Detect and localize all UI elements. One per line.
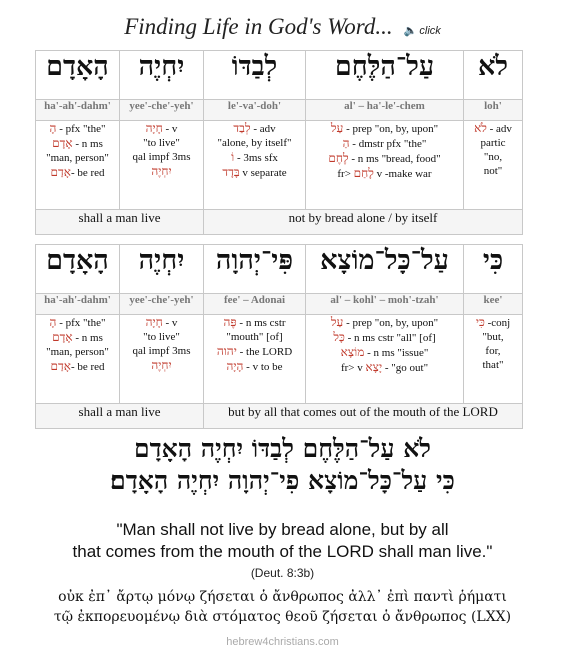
english-gloss: shall a man live bbox=[36, 210, 204, 235]
hebrew-word: הָאָדָם bbox=[36, 245, 120, 294]
grammar-notes bbox=[464, 121, 523, 210]
hebrew-term: לֶחֶם bbox=[328, 151, 349, 165]
grammar-line: כִּי -conj bbox=[475, 315, 511, 329]
hebrew-term: חָיָה bbox=[145, 121, 163, 135]
grammar-line: fr> v יָצָא - "go out" bbox=[340, 360, 429, 374]
transliteration-row bbox=[36, 294, 523, 315]
audio-label: click bbox=[419, 25, 441, 37]
translation-line: that comes from the mouth of the LORD shall man live." bbox=[72, 542, 493, 561]
hebrew-row bbox=[36, 51, 523, 100]
grammar-line: "to live" bbox=[143, 331, 180, 343]
hebrew-term: אָדַם bbox=[50, 165, 71, 179]
grammar-notes bbox=[36, 121, 120, 210]
transliteration: yee'-che'-yeh' bbox=[120, 294, 204, 315]
page-title: Finding Life in God's Word... bbox=[124, 14, 393, 39]
grammar-line: qal impf 3ms bbox=[132, 345, 191, 357]
grammar-line: partic bbox=[480, 137, 506, 149]
grammar-line: for, bbox=[485, 345, 501, 357]
grammar-line: אָדָם - n ms bbox=[52, 330, 103, 344]
grammar-line: qal impf 3ms bbox=[132, 151, 191, 163]
grammar-line: "man, person" bbox=[46, 152, 109, 164]
transliteration: loh' bbox=[464, 100, 523, 121]
transliteration: al' – ha'-le'-chem bbox=[306, 100, 464, 121]
hebrew-verse-line: כִּי עַל־כָּל־מוֹצָא פִי־יְהוָה יִחְיֶה הָאָדָם׃ bbox=[110, 466, 455, 495]
grammar-line: הָ - pfx "the" bbox=[49, 121, 106, 135]
hebrew-term: וֹ bbox=[231, 150, 235, 164]
hebrew-word: יִחְיֶה bbox=[120, 245, 204, 294]
grammar-line: אָדָם - n ms bbox=[52, 136, 103, 150]
transliteration: al' – kohl' – moh'-tzah' bbox=[306, 294, 464, 315]
hebrew-term: כָּל bbox=[333, 330, 345, 344]
hebrew-row bbox=[36, 245, 523, 294]
hebrew-term: הָ bbox=[49, 121, 57, 135]
grammar-row bbox=[36, 121, 523, 210]
grammar-line: that" bbox=[482, 359, 504, 371]
grammar-line: הָיָה - v to be bbox=[226, 359, 283, 373]
transliteration: le'-va'-doh' bbox=[204, 100, 306, 121]
grammar-line: "mouth" [of] bbox=[226, 331, 283, 343]
hebrew-word: כִּי bbox=[464, 245, 523, 294]
grammar-line bbox=[120, 358, 203, 373]
word-table-2 bbox=[35, 244, 523, 429]
grammar-line: הָ - pfx "the" bbox=[49, 315, 106, 329]
grammar-line: הַ - dmstr pfx "the" bbox=[342, 136, 427, 150]
grammar-line: פֶּה - n ms cstr bbox=[223, 315, 286, 329]
english-gloss: shall a man live bbox=[36, 404, 204, 429]
grammar-line: "man, person" bbox=[46, 346, 109, 358]
grammar-line: fr> לָחַם v -make war bbox=[337, 166, 432, 180]
greek-septuagint bbox=[0, 587, 565, 627]
verse-reference: (Deut. 8:3b) bbox=[250, 566, 315, 580]
hebrew-word: עַל־הַלֶּחֶם bbox=[306, 51, 464, 100]
grammar-notes bbox=[120, 121, 204, 210]
audio-play-link[interactable] bbox=[404, 25, 441, 37]
word-table-1 bbox=[35, 50, 523, 235]
grammar-line: לֹא - adv bbox=[474, 121, 512, 135]
grammar-line: "no, bbox=[483, 151, 503, 163]
hebrew-term: הָ bbox=[49, 315, 57, 329]
transliteration: yee'-che'-yeh' bbox=[120, 100, 204, 121]
grammar-line: עַל - prep "on, by, upon" bbox=[330, 315, 439, 329]
grammar-row bbox=[36, 315, 523, 404]
hebrew-term: יִחְיֶה bbox=[151, 164, 172, 178]
english-gloss: but by all that comes out of the mouth of the LORD bbox=[204, 404, 523, 429]
grammar-line: מוֹצָא - n ms "issue" bbox=[340, 345, 429, 359]
hebrew-term: בָּדָד bbox=[222, 165, 240, 179]
grammar-line: "alone, by itself" bbox=[217, 137, 292, 149]
hebrew-word: יִחְיֶה bbox=[120, 51, 204, 100]
english-gloss: not by bread alone / by itself bbox=[204, 210, 523, 235]
grammar-notes bbox=[306, 121, 464, 210]
hebrew-term: אָדָם bbox=[52, 330, 73, 344]
english-row bbox=[36, 404, 523, 429]
grammar-notes bbox=[464, 315, 523, 404]
hebrew-verse-line: לֹא עַל־הַלֶּחֶם לְבַדּוֹ יִחְיֶה הָאָדָם bbox=[134, 434, 431, 463]
hebrew-term: מוֹצָא bbox=[340, 345, 365, 359]
grammar-line: וֹ - 3ms sfx bbox=[231, 150, 278, 164]
hebrew-term: חָיָה bbox=[145, 315, 163, 329]
grammar-line: not" bbox=[483, 165, 503, 177]
grammar-notes bbox=[36, 315, 120, 404]
grammar-line: "to live" bbox=[143, 137, 180, 149]
grammar-line bbox=[120, 164, 203, 179]
greek-line: τῷ ἐκπορευομένῳ διὰ στόματος θεοῦ ζήσεται ὁ ἄνθρωπος (LXX) bbox=[53, 609, 512, 625]
grammar-line: "but, bbox=[482, 331, 504, 343]
hebrew-term: אָדַם bbox=[50, 359, 71, 373]
grammar-line: יהוה - the LORD bbox=[216, 344, 293, 358]
hebrew-word: לֹא bbox=[464, 51, 523, 100]
page-header bbox=[0, 14, 565, 44]
transliteration: ha'-ah'-dahm' bbox=[36, 100, 120, 121]
grammar-line: בָּדָד v separate bbox=[222, 165, 287, 179]
transliteration: kee' bbox=[464, 294, 523, 315]
translation-line: "Man shall not live by bread alone, but by all bbox=[116, 520, 449, 539]
grammar-line: אָדַם- be red bbox=[50, 359, 105, 373]
english-translation bbox=[0, 519, 565, 563]
hebrew-term: לְבַד bbox=[233, 121, 251, 135]
greek-line: οὐκ ἐπ᾽ ἄρτῳ μόνῳ ζήσεται ὁ ἄνθρωπος ἀλλ᾽ ἐπὶ παντὶ ῥήματι bbox=[58, 589, 507, 605]
hebrew-term: יהוה bbox=[216, 344, 237, 358]
hebrew-word: הָאָדָם bbox=[36, 51, 120, 100]
grammar-notes bbox=[204, 315, 306, 404]
hebrew-word: פִּי־יְהוָה bbox=[204, 245, 306, 294]
grammar-line: לְבַד - adv bbox=[233, 121, 276, 135]
grammar-line: אָדַם- be red bbox=[50, 165, 105, 179]
hebrew-term: הַ bbox=[342, 136, 350, 150]
hebrew-term: לֹא bbox=[474, 121, 487, 135]
transliteration-row bbox=[36, 100, 523, 121]
transliteration: ha'-ah'-dahm' bbox=[36, 294, 120, 315]
hebrew-term: אָדָם bbox=[52, 136, 73, 150]
grammar-line: חָיָה - v bbox=[145, 121, 178, 135]
hebrew-word: עַל־כָּל־מוֹצָא bbox=[306, 245, 464, 294]
grammar-line: כָּל - n ms cstr "all" [of] bbox=[333, 330, 436, 344]
hebrew-term: עַל bbox=[330, 121, 344, 135]
hebrew-word: לְבַדּוֹ bbox=[204, 51, 306, 100]
hebrew-term: פֶּה bbox=[223, 315, 237, 329]
site-footer-link[interactable]: hebrew4christians.com bbox=[226, 636, 339, 648]
grammar-notes bbox=[120, 315, 204, 404]
transliteration: fee' – Adonai bbox=[204, 294, 306, 315]
hebrew-term: יִחְיֶה bbox=[151, 358, 172, 372]
hebrew-term: עַל bbox=[330, 315, 344, 329]
hebrew-term: כִּי bbox=[475, 315, 485, 329]
grammar-line: עַל - prep "on, by, upon" bbox=[330, 121, 439, 135]
english-row bbox=[36, 210, 523, 235]
speaker-icon: 🔈 bbox=[403, 25, 418, 37]
grammar-line: לֶחֶם - n ms "bread, food" bbox=[328, 151, 441, 165]
hebrew-term: יָצָא bbox=[365, 360, 383, 374]
grammar-notes bbox=[204, 121, 306, 210]
grammar-notes bbox=[306, 315, 464, 404]
hebrew-term: לָחַם bbox=[353, 166, 374, 180]
hebrew-term: הָיָה bbox=[226, 359, 244, 373]
grammar-line: חָיָה - v bbox=[145, 315, 178, 329]
